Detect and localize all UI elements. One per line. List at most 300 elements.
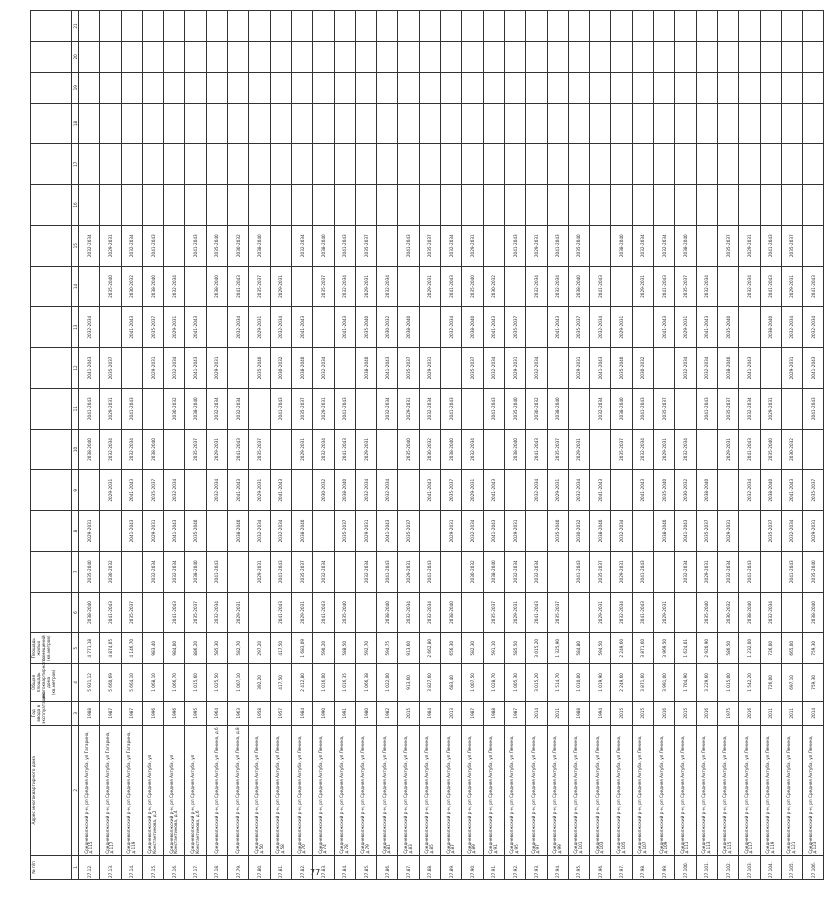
year-cell: 2013 (441, 701, 462, 725)
period-cell: 2032-2034 (590, 307, 611, 348)
period-cell (270, 185, 291, 226)
living-area-cell: 913,60 (398, 633, 419, 664)
period-cell: 2032-2034 (739, 470, 760, 511)
living-area-cell: 3 871,60 (632, 633, 653, 664)
period-cell: 2030-2032 (377, 307, 398, 348)
period-cell: 2030-2032 (164, 388, 185, 429)
period-cell: 2041-2043 (526, 429, 547, 470)
year-cell: 1984 (419, 701, 440, 725)
period-cell: 2035-2040 (334, 592, 355, 633)
period-cell: 2041-2043 (504, 225, 525, 266)
period-cell: 2029-2031 (270, 266, 291, 307)
year-cell: 1963 (228, 701, 249, 725)
table-row (291, 11, 312, 880)
period-cell: 2041-2043 (270, 470, 291, 511)
period-cell: 2038-2040 (142, 429, 163, 470)
period-cell (760, 103, 781, 144)
period-cell: 2032-2034 (590, 388, 611, 429)
empty-cell (568, 11, 589, 42)
year-cell: 2014 (526, 701, 547, 725)
period-cell: 2032-2034 (164, 266, 185, 307)
period-cell: 2032-2034 (717, 551, 738, 592)
header-cell: Адрес многоквартирного дома (31, 725, 72, 855)
address-cell: Средневолжский р-н, рп Средняя Ахтуба, ул Ленина, д.103 (590, 725, 611, 855)
period-cell: 2041-2043 (121, 388, 142, 429)
header-cell (31, 185, 72, 226)
empty-cell (355, 41, 376, 72)
period-cell (419, 511, 440, 552)
address-cell: Средневолжский р-н, рп Средняя Ахтуба, ул Ленина, д.95 (504, 725, 525, 855)
total-area-cell: 1 007,10 (228, 664, 249, 701)
period-cell: 2032-2034 (632, 429, 653, 470)
period-cell (526, 511, 547, 552)
period-cell (398, 266, 419, 307)
period-cell (228, 144, 249, 185)
period-cell: 2038-2040 (739, 592, 760, 633)
living-area-cell: 759,30 (803, 633, 824, 664)
period-cell (419, 185, 440, 226)
empty-cell (717, 41, 738, 72)
period-cell (228, 348, 249, 389)
period-cell: 2041-2043 (526, 592, 547, 633)
row-number-cell: 27.82. (291, 855, 312, 879)
column-number-cell: 2 (72, 725, 79, 855)
period-cell (611, 266, 632, 307)
period-cell: 2035-2037 (441, 470, 462, 511)
period-cell (313, 307, 334, 348)
period-cell: 2029-2031 (313, 388, 334, 429)
table-row (547, 11, 568, 880)
period-cell: 2029-2031 (142, 348, 163, 389)
period-cell: 2041-2043 (803, 348, 824, 389)
period-cell (568, 103, 589, 144)
empty-cell (185, 72, 206, 103)
total-area-cell: 3 991,00 (654, 664, 675, 701)
column-number-cell: 7 (72, 551, 79, 592)
period-cell: 2035-2037 (291, 388, 312, 429)
address-cell: Средневолжский р-н, рп Средняя Ахтуба, ул Ленина, д.8 (228, 725, 249, 855)
year-cell: 1987 (100, 701, 121, 725)
table-row (696, 11, 717, 880)
period-cell (142, 103, 163, 144)
period-cell: 2032-2034 (632, 225, 653, 266)
total-area-cell: 913,60 (398, 664, 419, 701)
period-cell: 2029-2031 (228, 592, 249, 633)
empty-cell (249, 41, 270, 72)
period-cell: 2030-2032 (313, 470, 334, 511)
table-row (526, 11, 547, 880)
period-cell: 2032-2034 (100, 429, 121, 470)
total-area-cell: 1 015,60 (185, 664, 206, 701)
row-number-cell: 27.13. (100, 855, 121, 879)
row-number-cell: 27.101. (696, 855, 717, 879)
empty-cell (504, 72, 525, 103)
period-cell: 2032-2034 (79, 307, 100, 348)
period-cell: 2035-2040 (760, 429, 781, 470)
period-cell (100, 144, 121, 185)
address-cell: Средневолжский р-н, рп Средняя Ахтуба, ул Ленина, д.107 (632, 725, 653, 855)
address-cell: Средневолжский р-н, рп Средняя Ахтуба, ул Ленина, д.89 (462, 725, 483, 855)
period-cell: 2041-2043 (228, 470, 249, 511)
period-cell (462, 103, 483, 144)
period-cell: 2038-2040 (760, 470, 781, 511)
period-cell: 2029-2031 (675, 307, 696, 348)
row-number-cell: 27.99. (654, 855, 675, 879)
period-cell: 2038-2040 (654, 511, 675, 552)
total-area-cell: 1 016,00 (313, 664, 334, 701)
period-cell: 2030-2032 (419, 429, 440, 470)
year-cell: 1975 (717, 701, 738, 725)
header-cell: Площадь жилых помещений (кв.метров) (31, 633, 72, 664)
period-cell: 2029-2031 (355, 266, 376, 307)
total-area-cell: 392,20 (249, 664, 270, 701)
year-cell: 1987 (504, 701, 525, 725)
period-cell: 2029-2031 (632, 266, 653, 307)
row-number-cell: 27.105. (781, 855, 802, 879)
total-area-cell: 1 066,70 (164, 664, 185, 701)
address-cell: Средневолжский р-н, рп Средняя Ахтуба, ул Гагарина, д.119 (121, 725, 142, 855)
period-cell (313, 185, 334, 226)
address-cell: Средневолжский р-н, рп Средняя Ахтуба, ул Ленина, д.70 (291, 725, 312, 855)
period-cell (79, 103, 100, 144)
period-cell (355, 103, 376, 144)
empty-cell (590, 11, 611, 42)
row-number-cell: 27.15. (142, 855, 163, 879)
period-cell: 2035-2037 (760, 511, 781, 552)
period-cell (739, 103, 760, 144)
period-cell (164, 103, 185, 144)
period-cell (291, 144, 312, 185)
row-number-cell: 27.88. (419, 855, 440, 879)
address-cell: Средневолжский р-н, рп Средняя Ахтуба, ул Ленина, д.121 (781, 725, 802, 855)
total-area-cell: 697,10 (781, 664, 802, 701)
table-row (228, 11, 249, 880)
period-cell: 2032-2034 (206, 592, 227, 633)
empty-cell (270, 11, 291, 42)
year-cell: 2016 (696, 701, 717, 725)
year-cell: 1988 (568, 701, 589, 725)
empty-cell (611, 11, 632, 42)
period-cell: 2041-2043 (185, 307, 206, 348)
empty-cell (100, 41, 121, 72)
living-area-cell: 588,50 (334, 633, 355, 664)
period-cell: 2035-2040 (355, 307, 376, 348)
period-cell (803, 103, 824, 144)
column-number-cell: 1 (72, 855, 79, 879)
row-number-cell: 27.85. (355, 855, 376, 879)
table-row (483, 11, 504, 880)
period-cell: 2032-2034 (547, 266, 568, 307)
table-row (100, 11, 121, 880)
empty-cell (781, 72, 802, 103)
period-cell (781, 592, 802, 633)
period-cell (568, 592, 589, 633)
total-area-cell: 1 005,30 (504, 664, 525, 701)
period-cell: 2041-2043 (398, 225, 419, 266)
header-cell (31, 511, 72, 552)
period-cell (611, 185, 632, 226)
year-cell: 2015 (611, 701, 632, 725)
empty-cell (334, 11, 355, 42)
period-cell (313, 103, 334, 144)
empty-cell (291, 11, 312, 42)
period-cell: 2035-2037 (547, 429, 568, 470)
period-cell: 2032-2034 (228, 307, 249, 348)
period-cell: 2035-2037 (568, 307, 589, 348)
column-number-cell: 8 (72, 511, 79, 552)
header-cell: Год ввода в эксплуатацию (31, 701, 72, 725)
period-cell: 2032-2034 (355, 470, 376, 511)
year-cell: 2011 (760, 701, 781, 725)
year-cell: 1987 (121, 701, 142, 725)
row-number-cell: 27.93. (526, 855, 547, 879)
period-cell (398, 103, 419, 144)
period-cell: 2032-2034 (377, 388, 398, 429)
period-cell: 2035-2037 (654, 388, 675, 429)
address-cell: Средневолжский р-н, рп Средняя Ахтуба, ул Ленина, д.79 (355, 725, 376, 855)
period-cell (441, 185, 462, 226)
period-cell (377, 185, 398, 226)
period-cell (611, 470, 632, 511)
row-number-cell: 27.87. (398, 855, 419, 879)
period-cell: 2032-2034 (79, 225, 100, 266)
period-cell: 2041-2043 (632, 388, 653, 429)
period-cell: 2032-2034 (526, 348, 547, 389)
period-cell: 2032-2034 (270, 511, 291, 552)
period-cell: 2032-2034 (441, 307, 462, 348)
period-cell (100, 185, 121, 226)
empty-cell (334, 41, 355, 72)
period-cell: 2032-2034 (270, 307, 291, 348)
empty-cell (547, 41, 568, 72)
row-number-cell: 27.95. (568, 855, 589, 879)
period-cell: 2038-2040 (206, 266, 227, 307)
empty-cell (717, 72, 738, 103)
empty-cell (696, 41, 717, 72)
empty-cell (803, 72, 824, 103)
header-cell (31, 592, 72, 633)
row-number-cell: 27.17. (185, 855, 206, 879)
period-cell: 2041-2043 (377, 348, 398, 389)
empty-cell (377, 11, 398, 42)
empty-cell (206, 41, 227, 72)
year-cell: 1984 (291, 701, 312, 725)
total-area-cell: 3 229,60 (696, 664, 717, 701)
period-cell (441, 144, 462, 185)
period-cell: 2041-2043 (100, 592, 121, 633)
period-cell (355, 388, 376, 429)
address-cell: Средневолжский р-н, рп Средняя Ахтуба, ул Константинова, д.2 (142, 725, 163, 855)
period-cell (632, 103, 653, 144)
empty-cell (781, 41, 802, 72)
period-cell: 2029-2031 (355, 511, 376, 552)
period-cell: 2032-2034 (739, 388, 760, 429)
period-cell (590, 225, 611, 266)
empty-cell (675, 11, 696, 42)
total-area-cell: 5 660,69 (100, 664, 121, 701)
period-cell (760, 348, 781, 389)
empty-cell (270, 72, 291, 103)
period-cell (781, 388, 802, 429)
period-cell: 2032-2034 (377, 266, 398, 307)
year-cell: 2016 (739, 701, 760, 725)
period-cell: 2029-2031 (100, 388, 121, 429)
living-area-cell: 3 015,20 (526, 633, 547, 664)
period-cell (398, 144, 419, 185)
period-cell: 2029-2031 (526, 225, 547, 266)
year-cell: 1996 (142, 701, 163, 725)
period-cell: 2029-2031 (419, 348, 440, 389)
total-area-cell: 2 249,60 (611, 664, 632, 701)
period-cell: 2032-2034 (313, 348, 334, 389)
living-area-cell: 582,70 (228, 633, 249, 664)
period-cell: 2035-2037 (355, 225, 376, 266)
period-cell: 2041-2043 (781, 470, 802, 511)
column-number-cell: 13 (72, 307, 79, 348)
period-cell (654, 185, 675, 226)
empty-cell (803, 11, 824, 42)
year-cell: 2011 (781, 701, 802, 725)
period-cell: 2035-2037 (717, 388, 738, 429)
period-cell (504, 185, 525, 226)
table-row (419, 11, 440, 880)
period-cell: 2029-2031 (739, 225, 760, 266)
period-cell (206, 511, 227, 552)
total-area-cell: 1 019,90 (590, 664, 611, 701)
address-cell: Средневолжский р-н, рп Средняя Ахтуба, ул Ленина, д.58 (270, 725, 291, 855)
period-cell (291, 470, 312, 511)
period-cell: 2041-2043 (270, 592, 291, 633)
period-cell: 2035-2040 (717, 307, 738, 348)
living-area-cell: 585,50 (504, 633, 525, 664)
header-cell (31, 348, 72, 389)
period-cell (121, 144, 142, 185)
period-cell (568, 185, 589, 226)
living-area-cell: 886,20 (185, 633, 206, 664)
empty-cell (739, 41, 760, 72)
period-cell (590, 429, 611, 470)
period-cell (100, 511, 121, 552)
row-number-cell: 27.12. (79, 855, 100, 879)
period-cell: 2041-2043 (781, 551, 802, 592)
period-cell: 2029-2031 (462, 225, 483, 266)
address-cell: Средневолжский р-н, рп Средняя Ахтуба, ул Ленина, д.91 (483, 725, 504, 855)
table-row (355, 11, 376, 880)
period-cell: 2029-2031 (142, 511, 163, 552)
row-number-cell: 27.83. (313, 855, 334, 879)
period-cell (142, 592, 163, 633)
row-number-cell: 27.91. (483, 855, 504, 879)
period-cell (398, 470, 419, 511)
empty-cell (483, 72, 504, 103)
empty-cell (760, 11, 781, 42)
period-cell: 2032-2034 (249, 511, 270, 552)
row-number-cell: 27.104. (760, 855, 781, 879)
header-cell (31, 41, 72, 72)
period-cell: 2041-2043 (377, 511, 398, 552)
period-cell: 2038-2040 (483, 551, 504, 592)
year-cell: 2014 (803, 701, 824, 725)
period-cell: 2032-2034 (206, 388, 227, 429)
period-cell: 2035-2037 (334, 511, 355, 552)
period-cell: 2041-2043 (760, 225, 781, 266)
period-cell (462, 144, 483, 185)
empty-cell (632, 41, 653, 72)
period-cell (334, 551, 355, 592)
period-cell (675, 185, 696, 226)
column-number-cell: 20 (72, 41, 79, 72)
total-area-cell: 1 704,90 (675, 664, 696, 701)
row-number-cell: 27.106. (803, 855, 824, 879)
period-cell (547, 551, 568, 592)
period-cell: 2041-2043 (185, 225, 206, 266)
period-cell: 2041-2043 (419, 470, 440, 511)
living-area-cell: 726,00 (760, 633, 781, 664)
period-cell (739, 307, 760, 348)
period-cell: 2041-2043 (632, 592, 653, 633)
empty-cell (632, 11, 653, 42)
empty-cell (419, 72, 440, 103)
header-cell (31, 551, 72, 592)
row-number-cell: 27.81. (270, 855, 291, 879)
period-cell: 2038-2040 (377, 592, 398, 633)
period-cell (355, 592, 376, 633)
period-cell: 2029-2031 (206, 429, 227, 470)
period-cell: 2029-2031 (568, 348, 589, 389)
column-number-row (72, 11, 79, 880)
period-cell: 2032-2034 (739, 266, 760, 307)
column-number-cell: 4 (72, 664, 79, 701)
period-cell: 2041-2043 (334, 429, 355, 470)
year-cell: 1996 (164, 701, 185, 725)
period-cell (611, 103, 632, 144)
period-cell: 2035-2040 (398, 429, 419, 470)
empty-cell (462, 11, 483, 42)
address-cell: Средневолжский р-н, рп Средняя Ахтуба, ул Гагарина, д.115 (79, 725, 100, 855)
period-cell: 2041-2043 (739, 429, 760, 470)
period-cell: 2038-2040 (441, 429, 462, 470)
period-cell: 2041-2043 (547, 307, 568, 348)
total-area-cell: 3 827,60 (419, 664, 440, 701)
year-cell: 1994 (590, 701, 611, 725)
column-number-cell: 18 (72, 103, 79, 144)
period-cell: 2032-2034 (462, 429, 483, 470)
column-number-cell: 5 (72, 633, 79, 664)
period-cell: 2035-2037 (590, 551, 611, 592)
living-area-cell: 1 325,90 (547, 633, 568, 664)
period-cell: 2035-2037 (398, 511, 419, 552)
period-cell (483, 103, 504, 144)
period-cell: 2029-2031 (355, 429, 376, 470)
period-cell: 2041-2043 (632, 551, 653, 592)
period-cell: 2030-2032 (526, 388, 547, 429)
year-cell: 2015 (398, 701, 419, 725)
living-area-cell: 1 683,09 (291, 633, 312, 664)
empty-cell (164, 11, 185, 42)
header-cell (31, 225, 72, 266)
period-cell: 2035-2037 (398, 348, 419, 389)
period-cell (803, 144, 824, 185)
period-cell (717, 103, 738, 144)
period-cell (291, 185, 312, 226)
living-area-cell: 656,30 (441, 633, 462, 664)
address-cell: Средневолжский р-н, рп Средняя Ахтуба, ул Ленина, д.105 (611, 725, 632, 855)
period-cell: 2035-2040 (696, 592, 717, 633)
period-cell (121, 103, 142, 144)
address-cell: Средневолжский р-н, рп Средняя Ахтуба, ул Ленина, д.123 (803, 725, 824, 855)
period-cell: 2032-2034 (164, 470, 185, 511)
empty-cell (739, 11, 760, 42)
